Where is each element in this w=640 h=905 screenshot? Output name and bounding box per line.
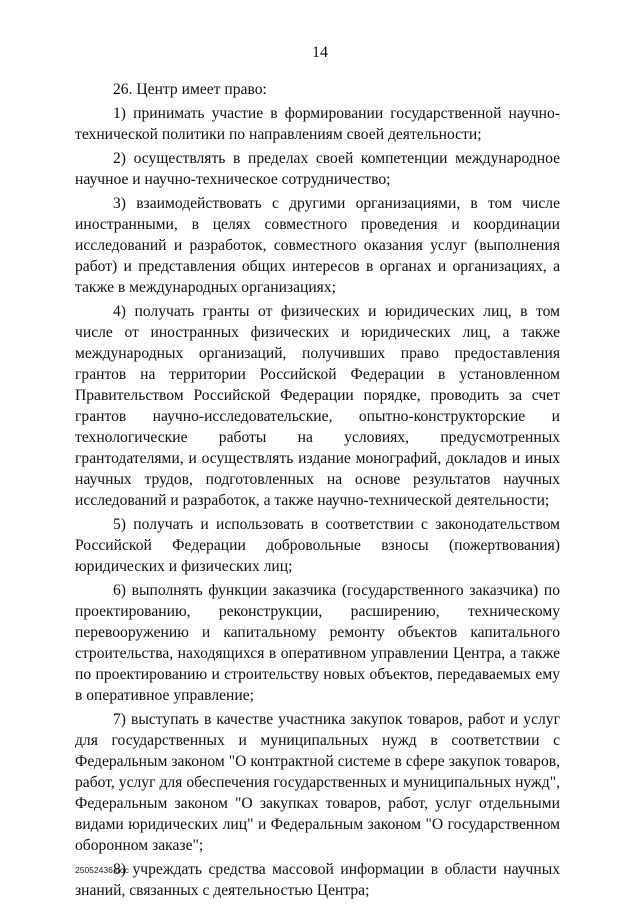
list-item: 6) выполнять функции заказчика (государственного заказчика) по проектированию, реконструкции, расширению, техническому перевооружению и капитальному ремонту объектов капитального строительства, находящихся в оперативном управлении Центра, а также по проектированию и строительству новых объектов, передаваемых ему в оперативное управление; [75,582,560,704]
list-item: 4) получать гранты от физических и юридических лиц, в том числе от иностранных физических и юридических лиц, а также международных организаций, получивших право предоставления грантов на территории Российской Федерации в установленном Правительством Российской Федерации порядке, проводить за счет грантов научно-исследовательские, опытно-конструкторские и технологические работы на условиях, предусмотренных грантодателями, и осуществлять издание монографий, докладов и иных научных трудов, подготовленных на основе результатов научных исследований и разработок, а также научно-технической деятельности; [75,303,560,509]
page-number: 14 [312,44,328,61]
list-item: 1) принимать участие в формировании государственной научно-технической политики по направлениям своей деятельности; [75,105,560,143]
section-heading: 26. Центр имеет право: [113,81,267,98]
list-item: 7) выступать в качестве участника закупок товаров, работ и услуг для государственных и муниципальных нужд в соответствии с Федеральным законом "О контрактной системе в сфере закупок товаров, работ, услуг для обеспечения государственных и муниципальных нужд", Федеральным законом "О закупках товаров, работ, услуг отдельными видами юридических лиц" и Федеральным законом "О государственном оборонном заказе"; [75,711,560,854]
footer-document-code: 25052436.doc [75,865,129,875]
document-body [75,79,560,901]
list-item: 5) получать и использовать в соответствии с законодательством Российской Федерации добровольные взносы (пожертвования) юридических и физических лиц; [75,516,560,575]
list-item: 3) взаимодействовать с другими организациями, в том числе иностранными, в целях совместного проведения и координации исследований и разработок, совместного оказания услуг (выполнения работ) и представления общих интересов в органах и организациях, а также в международных организациях; [75,195,560,296]
list-item: 2) осуществлять в пределах своей компетенции международное научное и научно-техническое сотрудничество; [75,150,560,188]
list-item: 8) учреждать средства массовой информации в области научных знаний, связанных с деятельностью Центра; [75,861,560,899]
